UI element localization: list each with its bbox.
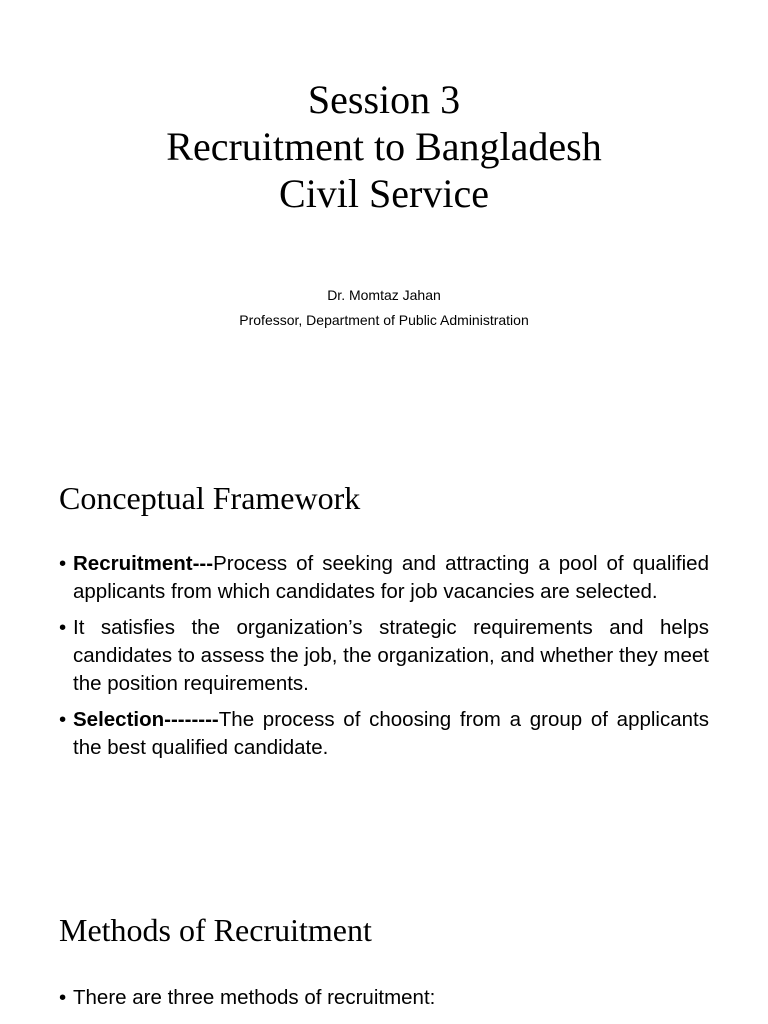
bullet-recruitment bbox=[59, 550, 709, 606]
bullet-text: The process of choosing from a group of applicants the best qualified candidate. bbox=[73, 708, 709, 759]
slide-heading: Methods of Recruitment bbox=[59, 912, 372, 948]
bullet-dot: • bbox=[59, 616, 67, 639]
title-slide bbox=[0, 0, 768, 400]
bullet-dot: • bbox=[59, 986, 67, 1009]
title-line-3: Civil Service bbox=[279, 171, 489, 216]
title-line-1: Session 3 bbox=[307, 77, 461, 122]
bullet-dot: • bbox=[59, 552, 67, 575]
bullet-list bbox=[59, 984, 709, 1020]
bullet-strategic bbox=[59, 614, 709, 698]
bullet-text: Process of seeking and attracting a pool of qualified applicants from which candidates for job vacancies are selected. bbox=[73, 552, 709, 603]
bullet-methods bbox=[59, 984, 709, 1012]
author-block bbox=[0, 283, 768, 333]
bullet-term: Recruitment--- bbox=[73, 552, 214, 575]
title-line-2: Recruitment to Bangladesh bbox=[166, 124, 602, 169]
author-name: Dr. Momtaz Jahan bbox=[327, 287, 441, 303]
conceptual-framework-slide bbox=[0, 460, 768, 840]
slide-title bbox=[0, 76, 768, 217]
author-position: Professor, Department of Public Administration bbox=[239, 312, 529, 328]
bullet-selection bbox=[59, 706, 709, 762]
bullet-text: It satisfies the organization’s strategic requirements and helps candidates to assess the job, the organization, and whether they meet the position requirements. bbox=[73, 616, 709, 695]
bullet-list bbox=[59, 550, 709, 770]
bullet-term: Selection-------- bbox=[73, 708, 219, 731]
slide-heading: Conceptual Framework bbox=[59, 480, 361, 516]
methods-slide bbox=[0, 890, 768, 1024]
bullet-dot: • bbox=[59, 708, 67, 731]
bullet-text: There are three methods of recruitment: bbox=[73, 986, 436, 1009]
